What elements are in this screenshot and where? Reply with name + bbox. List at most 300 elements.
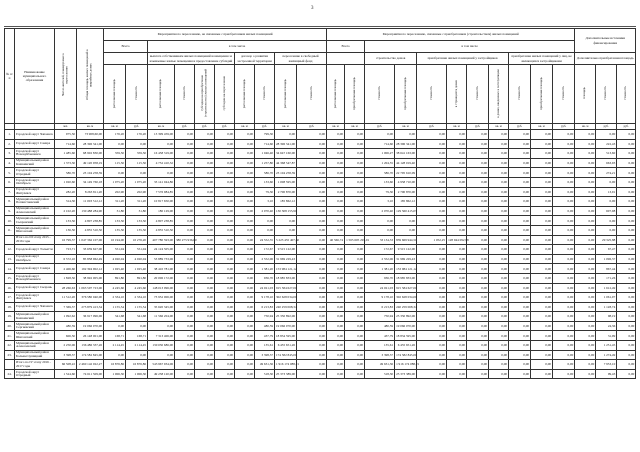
area-value: 275 879 413,34 (77, 302, 104, 312)
value-cell: 0,00 (345, 254, 365, 264)
people-count: 975,50 (55, 130, 77, 140)
value-cell: 0,00 (327, 149, 345, 159)
row-number: 5. (5, 168, 15, 178)
value-cell: 0,00 (345, 293, 365, 303)
municipality-name: Городской округ Новокуйбышевск (15, 273, 55, 283)
value-cell: 0,00 (235, 360, 255, 370)
value-cell: 99,43 (596, 369, 617, 379)
table-header (5, 29, 636, 130)
municipality-name: Городской округ Октябрьск (15, 177, 55, 187)
value-cell: 0,00 (447, 331, 467, 341)
value-cell: 0,00 (575, 197, 596, 207)
value-cell: 0,00 (327, 225, 345, 235)
value-cell: 0,00 (553, 293, 575, 303)
value-cell: 0,00 (575, 302, 596, 312)
value-cell: 0,00 (467, 312, 489, 322)
table-row (5, 360, 636, 370)
value-cell: 3 398,37 (255, 350, 275, 360)
row-number: 24. (5, 369, 15, 379)
value-cell: 0,00 (553, 216, 575, 226)
value-cell: 0,00 (489, 312, 509, 322)
people-count: 133,50 (55, 216, 77, 226)
value-cell: 0,00 (417, 321, 447, 331)
value-cell: 0,00 (553, 283, 575, 293)
value-cell: 1 075,20 (126, 177, 148, 187)
row-number: 20. (5, 321, 15, 331)
value-cell: 0,00 (417, 302, 447, 312)
unit-cell: руб. (553, 124, 575, 130)
value-cell: 222,43 (596, 139, 617, 149)
value-cell: 915 584 627,00 (275, 283, 297, 293)
value-cell: 0,00 (215, 302, 235, 312)
value-cell: 0,00 (275, 130, 297, 140)
people-count: 28 266,63 (55, 283, 77, 293)
value-cell: 0,00 (617, 360, 636, 370)
value-cell: 0,00 (175, 341, 195, 351)
value-cell: 79,30 (365, 187, 395, 197)
municipality-name: Итого по III этапу 2015 - 2016 годы (15, 235, 55, 245)
value-cell: 0,00 (345, 350, 365, 360)
people-count: 723,71 (55, 245, 77, 255)
value-cell: 0,00 (417, 139, 447, 149)
value-cell: 0,00 (215, 293, 235, 303)
value-cell: 518,30 (365, 369, 395, 379)
value-cell: 0,00 (447, 369, 467, 379)
value-cell: 0,00 (617, 177, 636, 187)
value-cell: 0,00 (531, 283, 553, 293)
value-cell: 67,47 (596, 245, 617, 255)
value-cell: 0,00 (489, 216, 509, 226)
value-cell: 0,00 (297, 254, 327, 264)
value-cell: 128 944 092,98 (447, 235, 467, 245)
value-cell: 0,00 (215, 331, 235, 341)
value-cell: 0,00 (175, 331, 195, 341)
value-cell: 0,00 (489, 197, 509, 207)
unit-cell: руб. (297, 124, 327, 130)
area-value: 34 149 760,18 (77, 177, 104, 187)
area-value: 38 992 005,00 (77, 273, 104, 283)
municipality-name: Итого по IV этапу 2016 - 2017 годы (15, 360, 55, 370)
value-cell: 0,00 (575, 254, 596, 264)
value-cell: 0,00 (175, 149, 195, 159)
value-cell: 73 952 006,00 (148, 293, 175, 303)
value-cell: 0,00 (215, 264, 235, 274)
value-cell: 0,00 (467, 254, 489, 264)
value-cell: 0,00 (575, 168, 596, 178)
value-cell: 0,00 (235, 158, 255, 168)
value-cell: 0,00 (235, 130, 255, 140)
value-cell: 0,00 (235, 197, 255, 207)
value-cell: 135,61 (255, 341, 275, 351)
value-cell: 133,50 (126, 216, 148, 226)
unit-cell: руб. (215, 124, 235, 130)
table-row (5, 254, 636, 264)
value-cell: 0,00 (195, 177, 215, 187)
value-cell: 0,00 (195, 235, 215, 245)
value-cell: 0,00 (489, 350, 509, 360)
value-cell: 2 552,06 (255, 254, 275, 264)
rot-header: площадь (575, 65, 596, 124)
value-cell: 25 350 892,06 (275, 312, 297, 322)
value-cell: 0,00 (327, 360, 345, 370)
value-cell: 176,20 (126, 130, 148, 140)
sub-payout-header: выплата собственникам жилых помещений возмещения за изымаемые жилые помещения и предоставление субсидий (148, 53, 235, 65)
value-cell: 274,21 (596, 168, 617, 178)
municipality-name: Городской округ Жигулевск (15, 187, 55, 197)
rot-header: расселяемая площадь (104, 65, 126, 124)
value-cell: 10 817 650,00 (148, 197, 175, 207)
value-cell: 28 396 341,00 (275, 139, 297, 149)
value-cell: 0,00 (235, 273, 255, 283)
value-cell: 0,00 (195, 264, 215, 274)
value-cell: 0,00 (126, 350, 148, 360)
value-cell: 0,00 (617, 273, 636, 283)
value-cell: 0,00 (531, 197, 553, 207)
value-cell: 2 114,45 (104, 341, 126, 351)
unit-cell: кв. м (327, 124, 345, 130)
value-cell: 240 259 068,34 (395, 302, 417, 312)
table-body (5, 130, 636, 379)
unit-cell: руб. (195, 124, 215, 130)
value-cell: 2 114,45 (126, 341, 148, 351)
value-cell: 4 020,04 (126, 254, 148, 264)
value-cell: 0,00 (617, 321, 636, 331)
value-cell: 0,00 (617, 130, 636, 140)
value-cell: 0,00 (175, 293, 195, 303)
area-value: 2 460 142 022,27 (77, 360, 104, 370)
value-cell: 0,00 (345, 216, 365, 226)
value-cell: 0,00 (104, 321, 126, 331)
rot-header: стоимость (365, 65, 395, 124)
rot-header: расселяемая площадь (148, 65, 175, 124)
rot-header: субсидия на приобретение (строительство) жилых помещений (195, 65, 215, 124)
value-cell: 891,80 (126, 273, 148, 283)
area-value: 130 488 284,90 (77, 206, 104, 216)
value-cell: 0,00 (467, 321, 489, 331)
row-number (5, 360, 15, 370)
value-cell: 0,00 (596, 197, 617, 207)
people-count: 586,70 (55, 168, 77, 178)
value-cell: 0,00 (617, 331, 636, 341)
value-cell: 0,00 (195, 350, 215, 360)
value-cell: 586,70 (255, 168, 275, 178)
people-count: 16 799,37 (55, 235, 77, 245)
value-cell: 2 070,40 (255, 206, 275, 216)
value-cell: 9 515 122,00 (395, 245, 417, 255)
value-cell: 0,00 (235, 321, 255, 331)
value-cell: 0,00 (447, 216, 467, 226)
value-cell: 31 969 229,43 (395, 254, 417, 264)
table-row (5, 130, 636, 140)
value-cell: 3 398,37 (365, 350, 395, 360)
value-cell: 0,00 (175, 369, 195, 379)
value-cell: 7 953,10 (596, 360, 617, 370)
value-cell: 0,00 (596, 177, 617, 187)
value-cell: 0,00 (531, 130, 553, 140)
value-cell: 0,00 (531, 331, 553, 341)
value-cell: 19 066 070,00 (275, 321, 297, 331)
unit-cell: кв. м (148, 124, 175, 130)
people-count: 3 398,37 (55, 350, 77, 360)
area-value: 28 396 341,00 (77, 139, 104, 149)
municipality-name: Муниципальный район Сергиевский (15, 321, 55, 331)
rot-header: в домах, введенных в эксплуатацию (489, 65, 509, 124)
area-value: 74 611 509,00 (77, 369, 104, 379)
group-acquisition-header: Мероприятия по переселению, не связанные с приобретением жилых помещений (104, 29, 327, 41)
value-cell: 607,98 (596, 206, 617, 216)
rot-header: стоимость (596, 65, 617, 124)
value-cell: 341,68 (126, 312, 148, 322)
table-row (5, 283, 636, 293)
value-cell: 0,00 (417, 225, 447, 235)
value-cell: 0,00 (195, 360, 215, 370)
table-row (5, 293, 636, 303)
value-cell: 0,00 (575, 177, 596, 187)
value-cell: 4 958 710,00 (395, 177, 417, 187)
value-cell: 0,00 (447, 360, 467, 370)
value-cell: 0,00 (327, 158, 345, 168)
value-cell: 0,00 (195, 369, 215, 379)
value-cell: 0,00 (195, 254, 215, 264)
value-cell: 49 631,36 (255, 360, 275, 370)
value-cell: 0,00 (104, 139, 126, 149)
top-rule (4, 26, 636, 27)
value-cell: 0,00 (467, 293, 489, 303)
value-cell: 0,00 (575, 235, 596, 245)
value-cell: 0,00 (467, 331, 489, 341)
value-cell: 0,00 (489, 235, 509, 245)
row-number: 15. (5, 273, 15, 283)
value-cell: 0,00 (531, 225, 553, 235)
value-cell: 0,00 (531, 149, 553, 159)
value-cell: 0,00 (297, 177, 327, 187)
value-cell: 1 006,30 (104, 369, 126, 379)
municipality-name: Городской округ Самара (15, 264, 55, 274)
value-cell: 0,00 (553, 312, 575, 322)
value-cell: 302 628 034,00 (395, 293, 417, 303)
area-value: 8 263 811,20 (77, 187, 104, 197)
value-cell: 2 070,40 (365, 206, 395, 216)
value-cell: 0,00 (447, 302, 467, 312)
value-cell: 0,00 (553, 177, 575, 187)
value-cell: 0,00 (467, 283, 489, 293)
rot-header: расселяемая площадь (235, 65, 255, 124)
value-cell: 0,00 (489, 254, 509, 264)
table-row (5, 177, 636, 187)
value-cell: 0,00 (417, 197, 447, 207)
value-cell: 0,00 (215, 149, 235, 159)
value-cell: 0,00 (489, 177, 509, 187)
value-cell: 22 795 610,09 (395, 168, 417, 178)
municipality-name: Муниципальный район Шигонский (15, 331, 55, 341)
value-cell: 6 213,83 (255, 302, 275, 312)
value-cell: 0,00 (509, 206, 531, 216)
unit-cell: кв. м (77, 124, 104, 130)
value-cell: 586,70 (365, 168, 395, 178)
value-cell: 0,00 (467, 369, 489, 379)
value-cell: 518,30 (255, 369, 275, 379)
value-cell: 0,00 (235, 369, 255, 379)
value-cell: 0,00 (596, 225, 617, 235)
rot-header: стоимость (553, 65, 575, 124)
rot-header: в строящихся домах (447, 65, 467, 124)
value-cell: 0,00 (297, 225, 327, 235)
value-cell: 0,00 (327, 264, 345, 274)
value-cell: 0,00 (509, 341, 531, 351)
value-cell: 0,00 (327, 273, 345, 283)
value-cell: 171,26 (596, 273, 617, 283)
value-cell: 0,00 (467, 216, 489, 226)
value-cell: 153 984 121,12 (395, 264, 417, 274)
value-cell: 311,20 (104, 197, 126, 207)
value-cell: 0,00 (175, 264, 195, 274)
value-cell: 0,00 (327, 369, 345, 379)
value-cell: 0,00 (215, 168, 235, 178)
sub-including2-header: в том числе (365, 41, 575, 53)
value-cell: 0,00 (617, 369, 636, 379)
value-cell: 0,00 (531, 177, 553, 187)
value-cell: 0,00 (509, 187, 531, 197)
value-cell: 0,00 (345, 225, 365, 235)
value-cell: 0,00 (195, 273, 215, 283)
value-cell: 0,00 (617, 312, 636, 322)
value-cell: 302 628 034,00 (275, 293, 297, 303)
area-value: 1 063 597 723,00 (77, 283, 104, 293)
value-cell: 0,00 (195, 206, 215, 216)
value-cell: 0,00 (126, 139, 148, 149)
value-cell: 0,00 (345, 264, 365, 274)
value-cell: 0,00 (327, 130, 345, 140)
value-cell: 0,00 (297, 273, 327, 283)
value-cell: 0,00 (467, 187, 489, 197)
value-cell: 0,00 (148, 168, 175, 178)
value-cell: 0,00 (297, 302, 327, 312)
value-cell: 0,00 (417, 331, 447, 341)
row-number: 19. (5, 312, 15, 322)
value-cell: 115,50 (104, 158, 126, 168)
row-number: 1. (5, 130, 15, 140)
people-count: 7 369,37 (55, 302, 77, 312)
value-cell: 0,00 (447, 187, 467, 197)
value-cell: 4 855 510,50 (148, 225, 175, 235)
value-cell: 0,00 (195, 293, 215, 303)
value-cell: 6 213,83 (365, 302, 395, 312)
value-cell: 16 458 319,00 (148, 149, 175, 159)
value-cell: 0,00 (575, 273, 596, 283)
value-cell: 0,00 (467, 302, 489, 312)
value-cell: 0,00 (467, 130, 489, 140)
value-cell: 0,00 (148, 350, 175, 360)
value-cell: 0,00 (553, 197, 575, 207)
value-cell: 23 104 258,39 (275, 168, 297, 178)
value-cell: 0,00 (575, 321, 596, 331)
sub-total2-spacer (327, 53, 365, 65)
value-cell: 202,90 (126, 187, 148, 197)
area-value: 49 120 958,19 (77, 158, 104, 168)
value-cell: 1 075,20 (104, 177, 126, 187)
sub-total-header: Всего (104, 41, 148, 53)
people-count: 1 092,62 (55, 312, 77, 322)
value-cell: 0,00 (297, 168, 327, 178)
table-row (5, 206, 636, 216)
value-cell: 0,00 (467, 177, 489, 187)
value-cell: 174 582 845,00 (275, 350, 297, 360)
value-cell: 341,68 (104, 312, 126, 322)
value-cell: 1 916 174 088,21 (275, 360, 297, 370)
value-cell: 0,00 (195, 225, 215, 235)
area-value: 19 066 070,00 (77, 321, 104, 331)
value-cell: 0,00 (489, 283, 509, 293)
value-cell: 0,00 (215, 245, 235, 255)
value-cell: 0,00 (327, 139, 345, 149)
row-number: 13. (5, 254, 15, 264)
value-cell: 0,00 (509, 139, 531, 149)
col-name-header: Наименование муниципального образования (15, 29, 55, 124)
value-cell: 0,00 (215, 177, 235, 187)
value-cell: 0,00 (509, 331, 531, 341)
value-cell: 0,00 (395, 225, 417, 235)
value-cell: 0,00 (175, 187, 195, 197)
value-cell: 19 066 070,00 (395, 321, 417, 331)
value-cell: 0,00 (509, 177, 531, 187)
value-cell: 0,00 (553, 158, 575, 168)
value-cell: 53 889 733,06 (148, 254, 175, 264)
value-cell: 133,60 (255, 177, 275, 187)
value-cell: 0,00 (297, 245, 327, 255)
value-cell: 1 916 174 088,21 (395, 360, 417, 370)
rot-header: расселяемая площадь (327, 65, 345, 124)
value-cell: 0,00 (297, 149, 327, 159)
unit-cell: кв. м (575, 124, 596, 130)
rot-header: приобретаемая площадь (531, 65, 553, 124)
value-cell: 44 368 547,87 (275, 158, 297, 168)
value-cell: 35 620 345,00 (148, 302, 175, 312)
value-cell: 1 128,74 (596, 302, 617, 312)
value-cell: 0,00 (215, 273, 235, 283)
unit-cell: кв. м (531, 124, 553, 130)
value-cell: 0,00 (447, 197, 467, 207)
value-cell: 0,00 (447, 283, 467, 293)
value-cell: 799,30 (255, 130, 275, 140)
value-cell: 0,00 (617, 235, 636, 245)
value-cell: 0,00 (489, 187, 509, 197)
value-cell: 0,00 (148, 321, 175, 331)
table-row (5, 168, 636, 178)
municipality-name: Городской округ Новокуйбышевск (15, 149, 55, 159)
value-cell: 0,00 (417, 158, 447, 168)
value-cell: 79,30 (255, 187, 275, 197)
value-cell: 0,00 (235, 254, 255, 264)
value-cell: 0,00 (531, 254, 553, 264)
value-cell: 0,00 (575, 360, 596, 370)
value-cell: 407 780 593,00 (148, 235, 175, 245)
municipality-name: Муниципальный район Алексеевский (15, 206, 55, 216)
people-count: 282,20 (55, 187, 77, 197)
sub-contract-header: договор о развитии застроенной территории (235, 53, 275, 65)
value-cell: 25 373 389,00 (275, 369, 297, 379)
value-cell: 1 025,40 (126, 264, 148, 274)
value-cell: 0,00 (195, 341, 215, 351)
value-cell: 0,00 (447, 206, 467, 216)
table-row (5, 139, 636, 149)
value-cell: 0,00 (553, 341, 575, 351)
area-value: 4 807 238,85 (77, 216, 104, 226)
value-cell: 0,00 (327, 245, 345, 255)
col-people-header: Число жителей, планируемых к переселению (55, 29, 77, 124)
value-cell: 34 647 160,00 (275, 149, 297, 159)
municipality-name: Муниципальный район Шигонский (15, 225, 55, 235)
area-value: 23 104 258,39 (77, 168, 104, 178)
